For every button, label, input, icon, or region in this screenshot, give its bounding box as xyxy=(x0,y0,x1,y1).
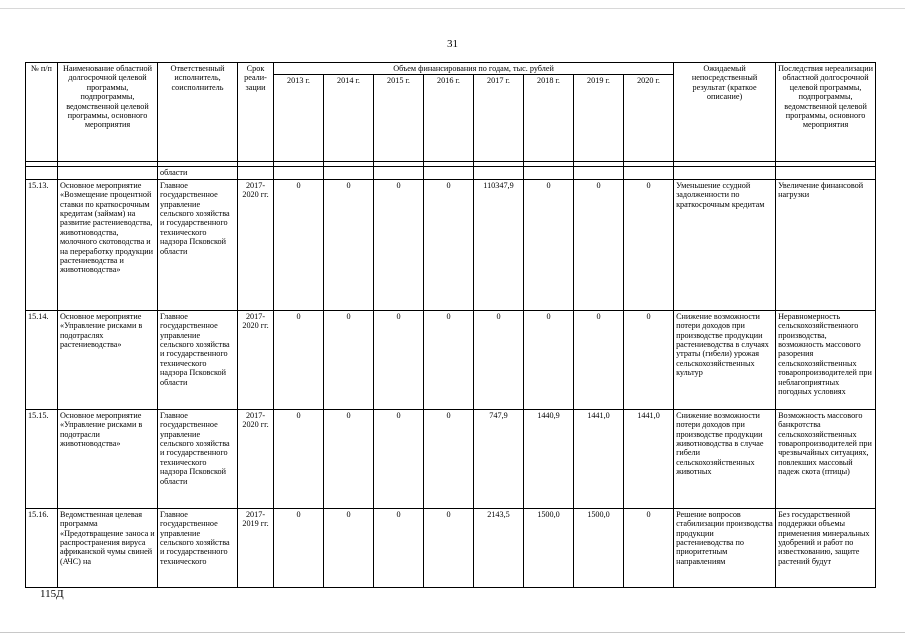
header-responsible: Ответственный исполнитель, соисполнитель xyxy=(158,63,238,162)
row-consequences: Возможность массового банкротства сельскохозяйственных товаропроизводителей при чрезвычайных ситуациях, повлекших массовый падеж скота (птицы) xyxy=(776,409,876,508)
header-year: 2015 г. xyxy=(374,75,424,162)
row-value: 0 xyxy=(374,310,424,409)
row-num: 15.16. xyxy=(26,508,58,587)
row-consequences: Увеличение финансовой нагрузки xyxy=(776,179,876,310)
row-responsible: Главное государственное управление сельского хозяйства и государственного технического xyxy=(158,508,238,587)
row-consequences: Неравномерность сельскохозяйственного производства, возможность массового разорения сельскохозяйственных товаропроизводителей при неблагоприятных погодных условиях xyxy=(776,310,876,409)
row-value: 0 xyxy=(374,409,424,508)
row-expected: Снижение возможности потери доходов при производстве продукции животноводства в случае гибели сельскохозяйственных животных xyxy=(674,409,776,508)
scan-edge-bottom xyxy=(0,632,905,633)
scan-edge-top xyxy=(0,8,905,9)
row-value: 0 xyxy=(324,310,374,409)
header-funding: Объем финансирования по годам, тыс. рублей xyxy=(274,63,674,75)
row-value: 1500,0 xyxy=(574,508,624,587)
row-value: 0 xyxy=(624,179,674,310)
row-value: 1441,0 xyxy=(574,409,624,508)
row-value: 0 xyxy=(574,179,624,310)
row-value: 0 xyxy=(324,409,374,508)
row-name: Основное мероприятие «Возмещение процентной ставки по краткосрочным кредитам (займам) на развитие растениеводства, животноводства, молочного скотоводства и на переработку продукции растениеводства и животноводства» xyxy=(58,179,158,310)
row-value: 747,9 xyxy=(474,409,524,508)
row-value: 0 xyxy=(424,409,474,508)
row-value: 1440,9 xyxy=(524,409,574,508)
header-year: 2020 г. xyxy=(624,75,674,162)
row-value: 0 xyxy=(274,310,324,409)
header-year: 2019 г. xyxy=(574,75,624,162)
row-term: 2017-2019 гг. xyxy=(238,508,274,587)
continuation-row xyxy=(26,167,876,179)
row-value: 0 xyxy=(524,179,574,310)
row-responsible: Главное государственное управление сельского хозяйства и государственного технического надзора Псковской области xyxy=(158,310,238,409)
page-number: 31 xyxy=(447,38,458,50)
header-year: 2016 г. xyxy=(424,75,474,162)
row-value: 110347,9 xyxy=(474,179,524,310)
row-value: 0 xyxy=(524,310,574,409)
row-responsible: Главное государственное управление сельского хозяйства и государственного технического надзора Псковской области xyxy=(158,179,238,310)
row-name: Ведомственная целевая программа «Предотвращение заноса и распространения вируса африканской чумы свиней (АЧС) на xyxy=(58,508,158,587)
row-value: 0 xyxy=(374,508,424,587)
header-num: № п/п xyxy=(26,63,58,162)
row-value: 0 xyxy=(324,508,374,587)
row-value: 0 xyxy=(274,179,324,310)
row-value: 2143,5 xyxy=(474,508,524,587)
row-value: 0 xyxy=(324,179,374,310)
header-term: Срок реали-зации xyxy=(238,63,274,162)
table-row xyxy=(26,409,876,508)
header-consequences: Последствия нереализации областной долгосрочной целевой программы, подпрограммы, ведомственной целевой программы, основного мероприятия xyxy=(776,63,876,162)
header-expected: Ожидаемый непосредственный результат (краткое описание) xyxy=(674,63,776,162)
row-value: 1441,0 xyxy=(624,409,674,508)
row-expected: Уменьшение ссудной задолженности по краткосрочным кредитам xyxy=(674,179,776,310)
continuation-responsible: области xyxy=(158,167,238,179)
row-value: 0 xyxy=(274,508,324,587)
row-value: 0 xyxy=(574,310,624,409)
row-value: 0 xyxy=(274,409,324,508)
row-expected: Снижение возможности потери доходов при производстве продукции растениеводства в случаях утраты (гибели) урожая сельскохозяйственных культур xyxy=(674,310,776,409)
header-year: 2014 г. xyxy=(324,75,374,162)
header-year: 2013 г. xyxy=(274,75,324,162)
row-responsible: Главное государственное управление сельского хозяйства и государственного технического надзора Псковской области xyxy=(158,409,238,508)
row-value: 1500,0 xyxy=(524,508,574,587)
header-year: 2018 г. xyxy=(524,75,574,162)
row-num: 15.14. xyxy=(26,310,58,409)
row-value: 0 xyxy=(624,310,674,409)
footer-code: 115Д xyxy=(40,588,64,600)
table-row xyxy=(26,310,876,409)
row-name: Основное мероприятие «Управление рисками в подотрасли животноводства» xyxy=(58,409,158,508)
row-term: 2017-2020 гг. xyxy=(238,409,274,508)
row-num: 15.13. xyxy=(26,179,58,310)
table-row xyxy=(26,508,876,587)
row-value: 0 xyxy=(474,310,524,409)
row-value: 0 xyxy=(624,508,674,587)
row-value: 0 xyxy=(374,179,424,310)
table-row xyxy=(26,179,876,310)
row-value: 0 xyxy=(424,179,474,310)
row-term: 2017-2020 гг. xyxy=(238,310,274,409)
header-row-main xyxy=(26,63,876,75)
row-consequences: Без государственной поддержки объемы применения минеральных удобрений и работ по известкованию, защите растений будут xyxy=(776,508,876,587)
row-value: 0 xyxy=(424,508,474,587)
funding-table xyxy=(25,62,876,588)
row-num: 15.15. xyxy=(26,409,58,508)
header-year: 2017 г. xyxy=(474,75,524,162)
row-term: 2017-2020 гг. xyxy=(238,179,274,310)
row-expected: Решение вопросов стабилизации производства продукции растениеводства по приоритетным направлениям xyxy=(674,508,776,587)
header-name: Наименование областной долгосрочной целевой программы, подпрограммы, ведомственной целевой программы, основного мероприятия xyxy=(58,63,158,162)
row-value: 0 xyxy=(424,310,474,409)
row-name: Основное мероприятие «Управление рисками в подотраслях растениеводства» xyxy=(58,310,158,409)
